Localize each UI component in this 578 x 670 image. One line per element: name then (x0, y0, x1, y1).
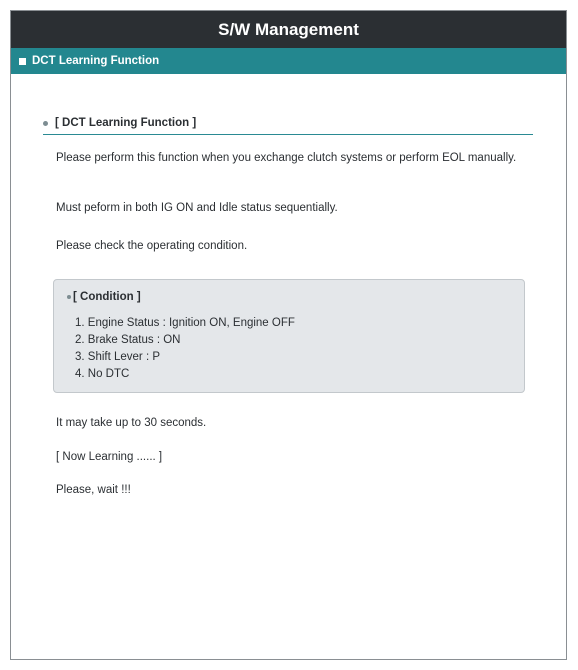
condition-item: 3. Shift Lever : P (75, 351, 161, 363)
condition-dot-icon (67, 295, 71, 299)
window-title: S/W Management (218, 19, 359, 39)
function-header-label: DCT Learning Function (32, 55, 160, 67)
instruction-exchange: Please perform this function when you exchange clutch systems or perform EOL manually. (56, 152, 517, 164)
condition-item: 1. Engine Status : Ignition ON, Engine OFF (75, 317, 295, 329)
instruction-check: Please check the operating condition. (56, 240, 248, 252)
function-header (11, 48, 566, 74)
section-heading (43, 112, 533, 135)
duration-note: It may take up to 30 seconds. (56, 417, 207, 429)
window-title-bar (11, 11, 566, 48)
square-icon (19, 58, 26, 65)
section-title: [ DCT Learning Function ] (55, 117, 197, 129)
learning-progress-text: [ Now Learning ...... ] (56, 451, 163, 463)
condition-heading (67, 291, 141, 303)
condition-item: 4. No DTC (75, 368, 130, 380)
sw-management-window (10, 10, 567, 660)
condition-list (75, 315, 295, 383)
instruction-sequence: Must peform in both IG ON and Idle status sequentially. (56, 202, 338, 214)
condition-title: [ Condition ] (73, 291, 141, 303)
bullet-dot-icon (43, 121, 48, 126)
condition-item: 2. Brake Status : ON (75, 334, 181, 346)
wait-text: Please, wait !!! (56, 484, 131, 496)
condition-box (53, 279, 525, 393)
